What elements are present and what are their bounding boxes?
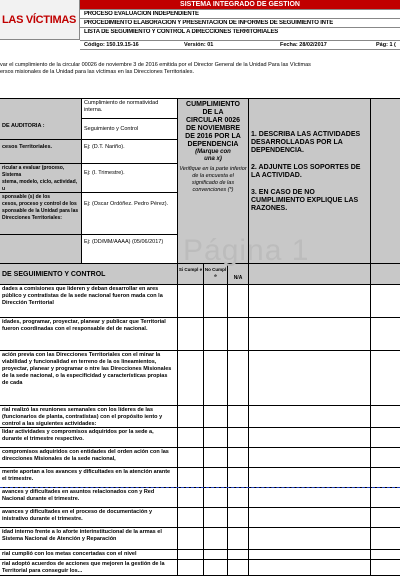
activity-row-description-cell[interactable] xyxy=(248,527,371,550)
compliance-line-4: DE NOVIEMBRE xyxy=(185,125,241,132)
activity-row-extra-cell[interactable] xyxy=(370,350,400,406)
activity-row-no-cell[interactable] xyxy=(203,467,228,488)
activity-row-no-cell[interactable] xyxy=(203,317,228,351)
activity-row-description-cell[interactable] xyxy=(248,467,371,488)
col-si-cumple: Si Cumpl e xyxy=(177,263,204,285)
activity-row-no-cell[interactable] xyxy=(203,507,228,528)
activity-row-text: rial adoptó acuerdos de acciones que mejoren la gestión de la Territorial para conseguir los... xyxy=(0,559,178,576)
territorial-label: cesos Territoriales. xyxy=(0,139,82,164)
activity-row-description-cell[interactable] xyxy=(248,350,371,406)
activity-row-no-cell[interactable] xyxy=(203,350,228,406)
activity-row-na-cell[interactable] xyxy=(227,527,249,550)
activity-row-description-cell[interactable] xyxy=(248,427,371,448)
logo-text: LAS VÍCTIMAS xyxy=(2,14,77,26)
intro-line-1: var el cumplimiento de la circular 00026 de noviembre 3 de 2016 emitida por el Director General de la Unidad Para las Víctimas xyxy=(0,62,311,68)
auditoria-label: DE AUDITORIA : xyxy=(0,98,82,140)
activity-row-si-cell[interactable] xyxy=(177,527,204,550)
instruction-3: 3. EN CASO DE NO CUMPLIMIENTO EXPLIQUE LAS RAZONES. xyxy=(251,189,359,212)
activity-row-description-cell[interactable] xyxy=(248,487,371,508)
activity-row-no-cell[interactable] xyxy=(203,559,228,576)
doc-date: Fecha: 28/02/2017 xyxy=(280,42,327,48)
responsible-label-line-4: Direcciones Territoriales: xyxy=(2,215,62,221)
activity-row-na-cell[interactable] xyxy=(227,405,249,428)
date-label xyxy=(0,234,82,264)
instruction-1: 1. DESCRIBA LAS ACTIVIDADES DESARROLLADAS POR LA DEPENDENCIA. xyxy=(251,131,361,154)
activity-row-na-cell[interactable] xyxy=(227,447,249,468)
period-value[interactable]: Ej: (I. Trimestre). xyxy=(81,163,178,193)
activity-row-no-cell[interactable] xyxy=(203,447,228,468)
activity-row-extra-cell[interactable] xyxy=(370,405,400,428)
activity-row-text: dades a comisiones que lideren y deban desarrollar en ares público y contratistas de la sede nacional fueron mada con la Dirección Territorial xyxy=(0,284,178,318)
procedure-name: PROCEDIMIENTO ELABORACIÓN Y PRESENTACIÓN DE INFORMES DE SEGUIMIENTO INTE xyxy=(84,20,334,26)
activity-row-no-cell[interactable] xyxy=(203,487,228,508)
compliance-line-2: DE LA xyxy=(202,109,224,116)
auditoria-value-2[interactable]: Seguimiento y Control xyxy=(81,118,178,140)
activity-row-si-cell[interactable] xyxy=(177,507,204,528)
activity-row-no-cell[interactable] xyxy=(203,427,228,448)
instruction-2: 2. ADJUNTE LOS SOPORTES DE LA ACTIVIDAD. xyxy=(251,164,361,179)
activity-row-description-cell[interactable] xyxy=(248,405,371,428)
activity-row-na-cell[interactable] xyxy=(227,427,249,448)
compliance-line-5: DE 2016 POR LA xyxy=(185,133,241,140)
activity-row-description-cell[interactable] xyxy=(248,559,371,576)
compliance-line-7: (Marque con xyxy=(195,149,231,155)
activity-row-na-cell[interactable] xyxy=(227,487,249,508)
activity-row-text: compromisos adquiridos con entidades del orden ación con las direcciones Misionales de la sede nacional, xyxy=(0,447,178,468)
activity-row-description-cell[interactable] xyxy=(248,284,371,318)
doc-page: Pág: 1 ( xyxy=(376,42,396,48)
activity-row-extra-cell[interactable] xyxy=(370,467,400,488)
activity-row-si-cell[interactable] xyxy=(177,447,204,468)
activity-row-text: idad interno frente a lo aforte interinstitucional de la armas el Sistema Nacional de Atención y Reparación xyxy=(0,527,178,550)
unit-logo xyxy=(0,0,80,40)
activity-row-text: lidar actividades y compromisos adquiridos por la sede a, durante el trimestre respectivo. xyxy=(0,427,178,448)
activity-row-text: mente aportan a los avances y dificultades en la atención arante el trimestre. xyxy=(0,467,178,488)
activity-row-na-cell[interactable] xyxy=(227,350,249,406)
activity-row-description-cell[interactable] xyxy=(248,317,371,351)
activity-row-si-cell[interactable] xyxy=(177,487,204,508)
activity-row-extra-cell[interactable] xyxy=(370,427,400,448)
compliance-line-8: una x) xyxy=(204,156,222,162)
col-na: N/A xyxy=(227,263,249,285)
compliance-line-6: DEPENDENCIA xyxy=(187,141,239,148)
table-title: DE SEGUIMIENTO Y CONTROL xyxy=(0,263,178,285)
activity-row-si-cell[interactable] xyxy=(177,317,204,351)
doc-version: Versión: 01 xyxy=(184,42,214,48)
page-break-line xyxy=(0,487,400,488)
compliance-line-1: CUMPLIMIENTO xyxy=(186,101,240,108)
responsible-value[interactable]: Ej: (Oscar Ordóñez. Pedro Pérez). xyxy=(81,192,178,235)
activity-row-si-cell[interactable] xyxy=(177,405,204,428)
activity-row-si-cell[interactable] xyxy=(177,467,204,488)
activity-row-si-cell[interactable] xyxy=(177,284,204,318)
activity-row-extra-cell[interactable] xyxy=(370,507,400,528)
doc-code: Código: 150.19.15-16 xyxy=(84,42,139,48)
activity-row-text: avances y dificultades en el proceso de documentación y inistrativo durante el trimestre. xyxy=(0,507,178,528)
activity-row-si-cell[interactable] xyxy=(177,427,204,448)
period-label-line-2: stema, modelo, ciclo, actividad, u xyxy=(2,179,78,192)
responsible-label xyxy=(0,192,82,235)
date-value[interactable]: Ej: (DD/MM/AAAA) (05/06/2017) xyxy=(81,234,178,264)
activity-row-si-cell[interactable] xyxy=(177,350,204,406)
process-name: PROCESO EVALUACIÓN INDEPENDIENTE xyxy=(84,11,199,17)
responsible-label-line-3: sponsable de la Unidad para las xyxy=(2,208,79,214)
activity-row-no-cell[interactable] xyxy=(203,527,228,550)
activity-row-text: rial cumplió con los metas concertadas con el nivel xyxy=(0,549,178,560)
activity-row-no-cell[interactable] xyxy=(203,405,228,428)
compliance-line-3: CIRCULAR 0026 xyxy=(185,117,241,124)
activity-row-si-cell[interactable] xyxy=(177,559,204,576)
activity-row-na-cell[interactable] xyxy=(227,284,249,318)
page-watermark: Página 1 xyxy=(183,234,310,267)
compliance-note: Verifique en la parte inferior de la encuesta el significado de las convenciones (*) xyxy=(179,166,247,193)
system-title-bar: SISTEMA INTEGRADO DE GESTION xyxy=(80,0,400,9)
col-extra xyxy=(370,263,400,285)
activity-row-description-cell[interactable] xyxy=(248,447,371,468)
period-label-line-1: ricular a evaluar (proceso, Sistema xyxy=(2,165,65,178)
responsible-label-line-2: cesos, proceso y control de los xyxy=(2,201,77,207)
activity-row-na-cell[interactable] xyxy=(227,559,249,576)
activity-row-text: rial realizó las reuniones semanales con los líderes de las (funcionarios de planta, contratistas) con el propósito iento y control a las siguientes actividades: xyxy=(0,405,178,428)
document-meta xyxy=(84,42,400,50)
activity-row-no-cell[interactable] xyxy=(203,284,228,318)
activity-row-na-cell[interactable] xyxy=(227,467,249,488)
col-no-cumple: No Cumpl e xyxy=(203,263,228,285)
list-title: LISTA DE SEGUIMIENTO Y CONTROL A DIRECCIONES TERRITORIALES xyxy=(84,29,279,35)
activity-row-na-cell[interactable] xyxy=(227,317,249,351)
territorial-value[interactable]: Ej: (D.T. Nariño). xyxy=(81,139,178,164)
auditoria-value-1[interactable]: Cumplimiento de normatividad interna. xyxy=(81,98,178,119)
instructions-extra xyxy=(370,98,400,264)
activity-row-extra-cell[interactable] xyxy=(370,447,400,468)
activity-row-extra-cell[interactable] xyxy=(370,527,400,550)
activity-row-text: ación previa con las Direcciones Territoriales con el minar la viabilidad y funcionalidad en terreno de la os lineamientos, proyectar, planear y programar o ntre las Direcciones Misionales de la sede nacional, o la especificidad y características propias de cada xyxy=(0,350,178,406)
responsible-label-line-1: sponsable (s) de los xyxy=(2,194,51,200)
activity-row-na-cell[interactable] xyxy=(227,507,249,528)
activity-row-description-cell[interactable] xyxy=(248,507,371,528)
period-label xyxy=(0,163,82,193)
activity-row-extra-cell[interactable] xyxy=(370,317,400,351)
intro-text xyxy=(0,62,400,76)
intro-line-2: ersos misionales de la Unidad para las víctimas en las Direcciones Territoriales. xyxy=(0,69,195,75)
activity-row-extra-cell[interactable] xyxy=(370,559,400,576)
control-form xyxy=(0,98,400,578)
activity-row-text: idades, programar, proyectar, planear y publicar que Territorial fueron coordinadas con el responsable del de nacional. xyxy=(0,317,178,351)
activity-row-extra-cell[interactable] xyxy=(370,284,400,318)
activity-row-extra-cell[interactable] xyxy=(370,487,400,508)
activity-row-text: avances y dificultades en asuntos relacionados con y Red Nacional durante el trimestre. xyxy=(0,487,178,508)
